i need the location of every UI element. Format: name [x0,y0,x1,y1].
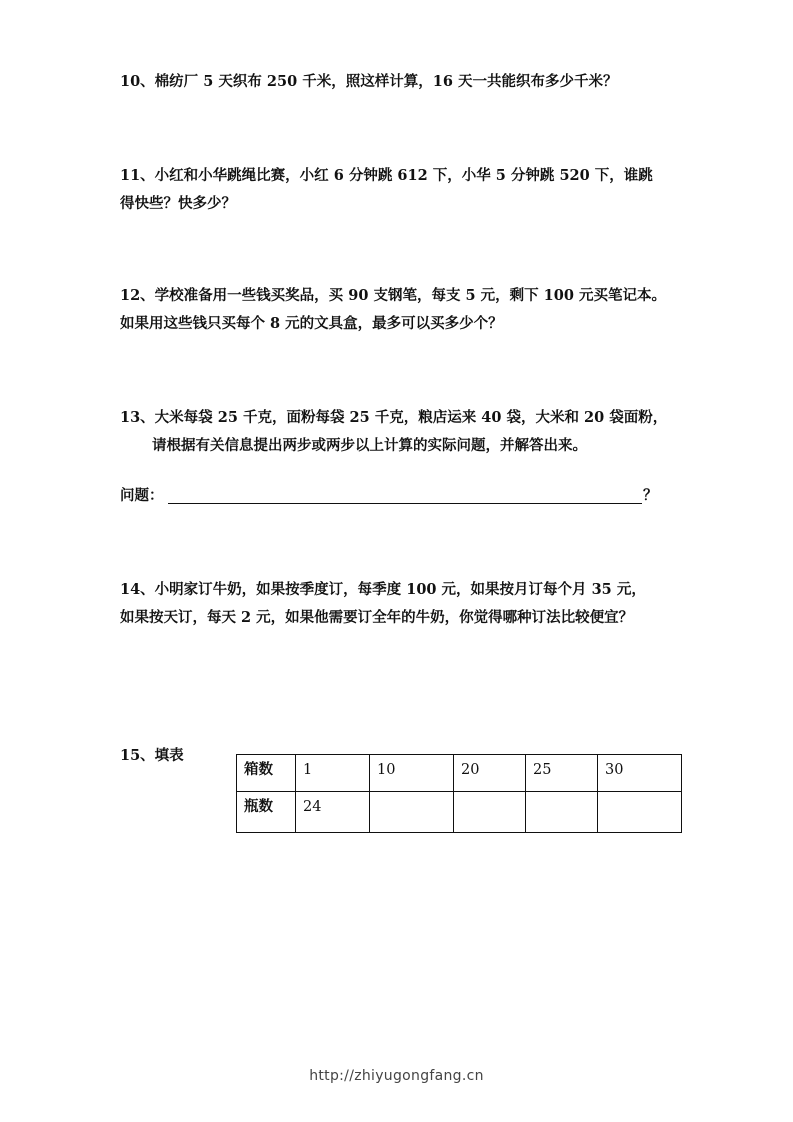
question-13-line-1: 13、大米每袋 25 千克，面粉每袋 25 千克，粮店运来 40 袋，大米和 20 袋面粉， [120,409,668,426]
question-11-line-2: 得快些？快多少？ [120,195,236,212]
table-cell-blank[interactable] [370,792,454,833]
table-cell: 24 [296,792,370,833]
question-12-line-2: 如果用这些钱只买每个 8 元的文具盒，最多可以买多少个？ [120,315,503,332]
table-cell: 30 [598,755,682,792]
table-header-bottles: 瓶数 [237,792,296,833]
question-prompt-label: 问题： [120,487,164,504]
answer-blank-underline[interactable] [168,503,642,504]
question-13-answer-line [120,482,660,510]
table-cell-blank[interactable] [598,792,682,833]
question-14-line-2: 如果按天订，每天 2 元，如果他需要订全年的牛奶，你觉得哪种订法比较便宜？ [120,609,634,626]
question-14-line-1: 14、小明家订牛奶，如果按季度订，每季度 100 元，如果按月订每个月 35 元， [120,581,646,598]
question-14 [120,576,646,632]
table-row-boxes [237,755,682,792]
question-10 [120,68,617,96]
table-row-bottles [237,792,682,833]
question-13 [120,404,667,460]
question-10-line-1: 10、棉纺厂 5 天织布 250 千米，照这样计算，16 天一共能织布多少千米？ [120,73,618,90]
question-11 [120,162,653,218]
table-cell: 1 [296,755,370,792]
table-cell: 20 [454,755,526,792]
question-12-line-1: 12、学校准备用一些钱买奖品，买 90 支钢笔，每支 5 元，剩下 100 元买笔记本。 [120,287,666,304]
question-13-line-2: 请根据有关信息提出两步或两步以上计算的实际问题，并解答出来。 [152,437,587,454]
footer-url: http://zhiyugongfang.cn [309,1068,484,1084]
table-cell: 25 [526,755,598,792]
question-15-title: 15、填表 [120,747,184,764]
question-12 [120,282,666,338]
fill-in-table [236,754,682,833]
table-cell: 10 [370,755,454,792]
question-mark: ？ [643,487,658,504]
table-cell-blank[interactable] [526,792,598,833]
table-cell-blank[interactable] [454,792,526,833]
table-header-boxes: 箱数 [237,755,296,792]
question-11-line-1: 11、小红和小华跳绳比赛，小红 6 分钟跳 612 下，小华 5 分钟跳 520 下，谁跳 [120,167,653,184]
